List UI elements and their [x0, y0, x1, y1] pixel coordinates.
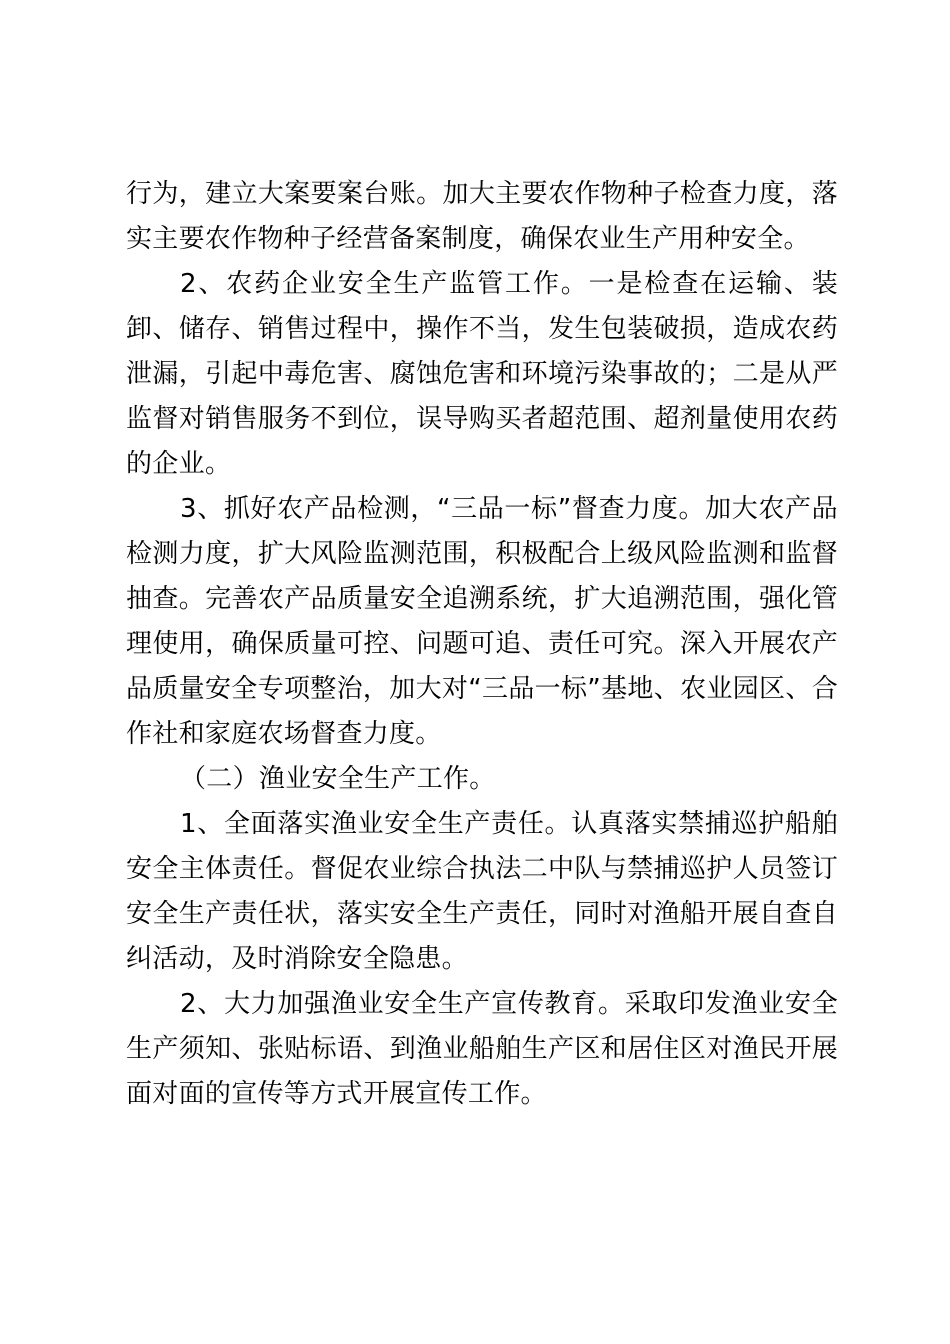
paragraph-pesticide-supervision: 2、农药企业安全生产监管工作。一是检查在运输、装卸、储存、销售过程中，操作不当，发生包装破损，造成农药泄漏，引起中毒危害、腐蚀危害和环境污染事故的；二是从严监督对销售服务不到位，误导购买者超范围、超剂量使用农药的企业。	[126, 269, 838, 479]
paragraph-continuation: 行为，建立大案要案台账。加大主要农作物种子检查力度，落实主要农作物种子经营备案制度，确保农业生产用种安全。	[126, 179, 838, 254]
section-heading-fishery: （二）渔业安全生产工作。	[180, 764, 496, 794]
document-body	[126, 172, 838, 1117]
paragraph-fishery-education: 2、大力加强渔业安全生产宣传教育。采取印发渔业安全生产须知、张贴标语、到渔业船舶生产区和居住区对渔民开展面对面的宣传等方式开展宣传工作。	[126, 989, 838, 1109]
paragraph-fishery-responsibility: 1、全面落实渔业安全生产责任。认真落实禁捕巡护船舶安全主体责任。督促农业综合执法二中队与禁捕巡护人员签订安全生产责任状，落实安全生产责任，同时对渔船开展自查自纠活动，及时消除安全隐患。	[126, 809, 838, 974]
paragraph-product-testing: 3、抓好农产品检测，“三品一标”督查力度。加大农产品检测力度，扩大风险监测范围，积极配合上级风险监测和监督抽查。完善农产品质量安全追溯系统，扩大追溯范围，强化管理使用，确保质量可控、问题可追、责任可究。深入开展农产品质量安全专项整治，加大对“三品一标”基地、农业园区、合作社和家庭农场督查力度。	[126, 494, 838, 749]
